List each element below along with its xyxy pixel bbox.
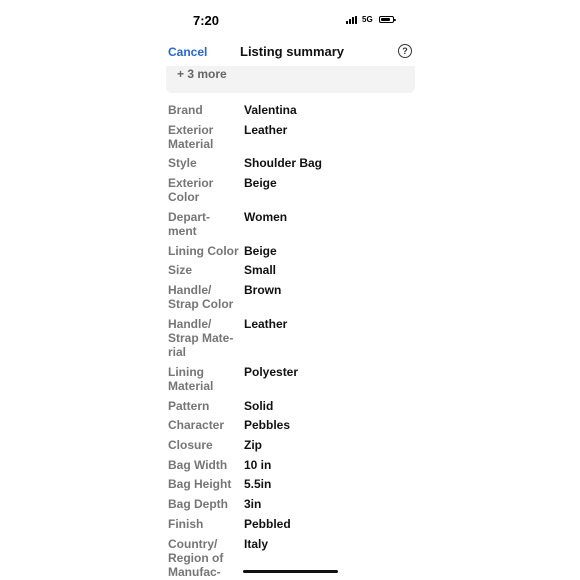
spec-value: Valentina [244,103,297,117]
spec-row [168,497,428,511]
more-items-box [166,66,415,93]
spec-row [168,438,428,452]
spec-row [168,210,428,238]
spec-value: Italy [244,537,269,551]
spec-label: Lining Material [168,365,214,393]
spec-value: Beige [244,176,277,190]
spec-label: Finish [168,517,204,531]
spec-value: Shoulder Bag [244,156,323,170]
home-indicator [243,570,338,573]
spec-value: Women [244,210,288,224]
spec-value: Leather [244,123,288,137]
spec-value: Zip [244,438,262,452]
spec-label: Size [168,263,193,277]
spec-label: Pattern [168,399,210,413]
spec-row [168,283,428,311]
status-icons [346,15,394,24]
spec-row [168,156,428,170]
spec-row [168,103,428,117]
page-title: Listing summary [240,44,345,59]
spec-row [168,458,428,472]
spec-value: Brown [244,283,282,297]
spec-label: Depart- ment [168,210,211,238]
spec-label: Handle/ Strap Color [168,283,234,311]
spec-row [168,399,428,413]
spec-value: Pebbles [244,418,291,432]
spec-value: 3in [244,497,262,511]
battery-icon [379,16,394,23]
show-more-link[interactable]: + 3 more [177,67,227,81]
spec-row [168,418,428,432]
spec-row [168,317,428,359]
spec-value: 10 in [244,458,272,472]
spec-label: Country/ Region of Manufac- [168,537,224,579]
signal-icon [346,16,357,24]
spec-value: Solid [244,399,274,413]
spec-label: Bag Width [168,458,228,472]
spec-value: Beige [244,244,277,258]
spec-value: Small [244,263,277,277]
spec-row [168,176,428,204]
status-time: 7:20 [193,13,220,28]
spec-label: Brand [168,103,203,117]
spec-value: 5.5in [244,477,272,491]
spec-value: Polyester [244,365,299,379]
spec-label: Character [168,418,225,432]
spec-label: Exterior Material [168,123,214,151]
spec-value: Pebbled [244,517,291,531]
spec-label: Style [168,156,197,170]
spec-label: Lining Color [168,244,239,258]
spec-row [168,123,428,151]
spec-row [168,263,428,277]
spec-label: Closure [168,438,213,452]
network-label: 5G [362,15,373,24]
spec-row [168,365,428,393]
question-circle-icon[interactable]: ? [398,44,412,58]
spec-label: Exterior Color [168,176,214,204]
spec-label: Bag Depth [168,497,228,511]
spec-row [168,517,428,531]
spec-label: Bag Height [168,477,232,491]
cancel-button[interactable]: Cancel [168,45,208,59]
spec-label: Handle/ Strap Mate- rial [168,317,234,359]
spec-row [168,477,428,491]
spec-value: Leather [244,317,288,331]
spec-row [168,244,428,258]
